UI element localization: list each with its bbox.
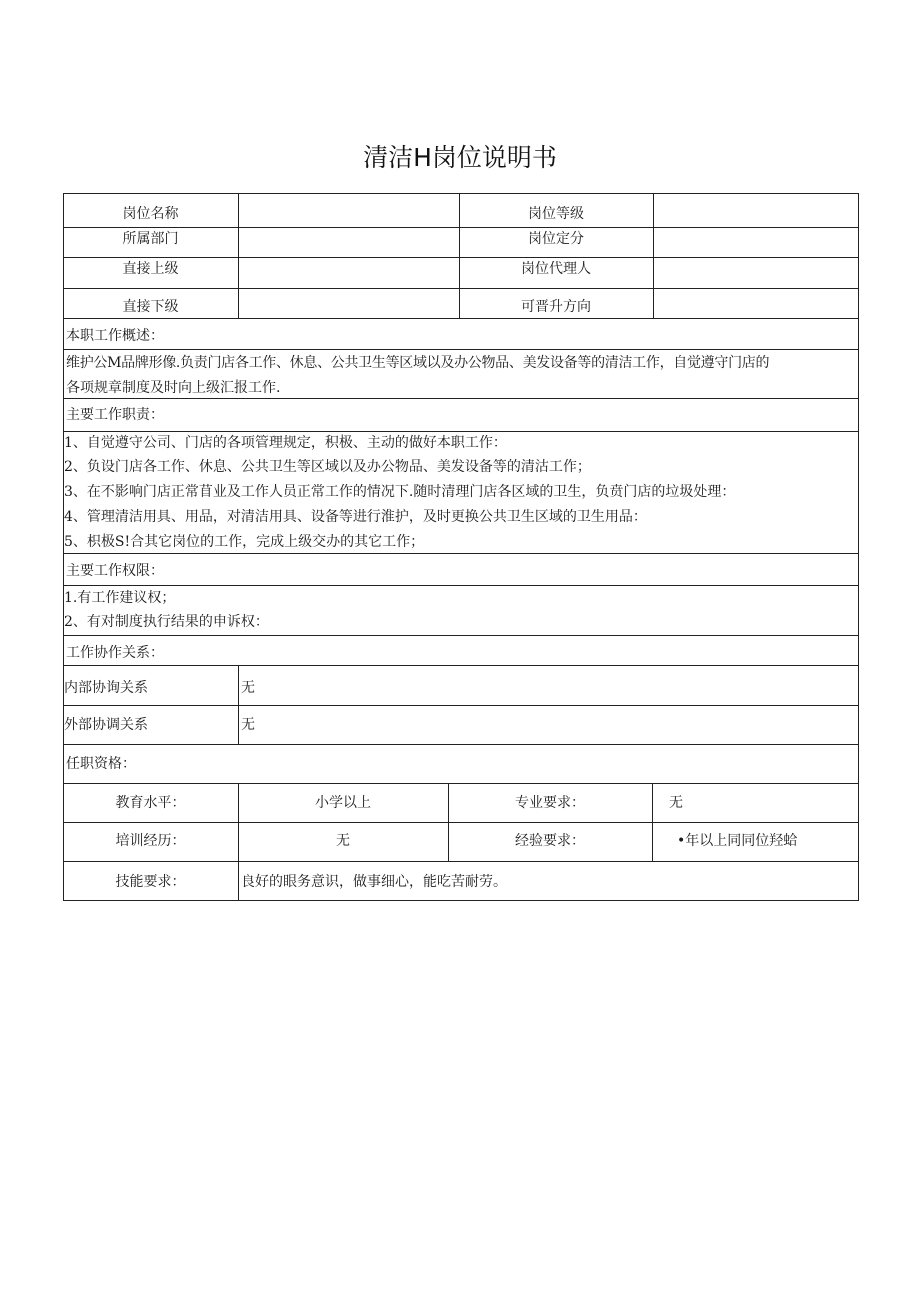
duty-item-5: 5、枳极S!合其它岗位的工作，完成上级交办的其它工作； xyxy=(64,534,425,550)
experience-label: 经验要求： xyxy=(515,833,585,849)
row-divider xyxy=(63,665,859,666)
duties-heading: 主要工作职责： xyxy=(66,407,164,423)
summary-line-2: 各项规章制度及时向上级汇报工作. xyxy=(66,380,281,396)
deputy-label: 岗位代理人 xyxy=(521,261,591,277)
authority-item-2: 2、有对制度执行结果的申诉权： xyxy=(64,614,269,630)
row-divider xyxy=(63,398,859,399)
row-divider xyxy=(63,783,859,784)
direct-subordinate-label: 直接下级 xyxy=(122,299,179,315)
duty-item-1: 1、自觉遵守公司、门店的各项管理规定，积极、主动的做好本职工作： xyxy=(64,435,507,451)
major-label: 专业要求： xyxy=(515,795,585,811)
column-divider xyxy=(238,665,239,744)
position-score-label: 岗位定分 xyxy=(528,231,584,247)
training-label: 培训经历： xyxy=(115,833,186,849)
department-label: 所属部门 xyxy=(122,231,179,247)
relations-heading: 工作协作关系： xyxy=(66,645,164,661)
internal-relations-label: 内部协询关系 xyxy=(64,680,148,696)
education-value: 小学以上 xyxy=(315,795,371,811)
duty-item-2: 2、负设门店各工作、休息、公共卫生等区域以及办公物品、美发设备等的清沽工作； xyxy=(64,459,591,475)
summary-line-1: 维护公M品牌形像.负责门店各工作、休息、公共卫生等区域以及办公物品、美发设备等的清洁工作，自觉遵守门店的 xyxy=(66,355,770,371)
skills-value: 良好的眼务意识，做事细心，能吃苦耐劳。 xyxy=(241,874,507,890)
summary-heading: 本职工作概述： xyxy=(66,328,164,344)
row-divider xyxy=(63,705,859,706)
position-grade-label: 岗位等级 xyxy=(528,206,584,222)
internal-relations-value: 无 xyxy=(241,680,255,696)
row-divider xyxy=(63,553,859,554)
qualifications-heading: 任职资格： xyxy=(66,756,136,772)
row-divider xyxy=(63,861,859,862)
row-divider xyxy=(63,257,859,258)
duty-item-4: 4、管理清洁用具、用品，对清洁用具、设备等进行淮护，及时更换公共卫生区域的卫生用品： xyxy=(64,509,647,525)
promotion-direction-label: 可晋升方向 xyxy=(521,299,591,315)
education-label: 教育水平： xyxy=(115,795,186,811)
column-divider xyxy=(238,193,239,318)
authority-heading: 主要工作权限： xyxy=(66,563,164,579)
position-name-label: 岗位名称 xyxy=(122,206,179,222)
document-title: 清洁H岗位说明书 xyxy=(363,143,557,172)
external-relations-label: 外部协调关系 xyxy=(64,717,148,733)
row-divider xyxy=(63,318,859,319)
row-divider xyxy=(63,585,859,586)
external-relations-value: 无 xyxy=(241,717,255,733)
row-divider xyxy=(63,744,859,745)
row-divider xyxy=(63,431,859,432)
column-divider xyxy=(653,193,654,318)
experience-value: •年以上同同位羟蛤 xyxy=(677,833,798,849)
major-value: 无 xyxy=(669,795,683,811)
direct-superior-label: 直接上级 xyxy=(122,261,179,277)
row-divider xyxy=(63,227,859,228)
skills-label: 技能要求： xyxy=(115,874,186,890)
row-divider xyxy=(63,635,859,636)
row-divider xyxy=(63,822,859,823)
column-divider xyxy=(652,783,653,861)
training-value: 无 xyxy=(336,833,350,849)
row-divider xyxy=(63,288,859,289)
duty-item-3: 3、在不影响门店正常苜业及工作人员正常工作的情况下.随时清理门店各区域的卫生，负贲门店的垃圾处理： xyxy=(64,484,736,500)
authority-item-1: 1.有工作建议权； xyxy=(64,590,176,606)
row-divider xyxy=(63,349,859,350)
